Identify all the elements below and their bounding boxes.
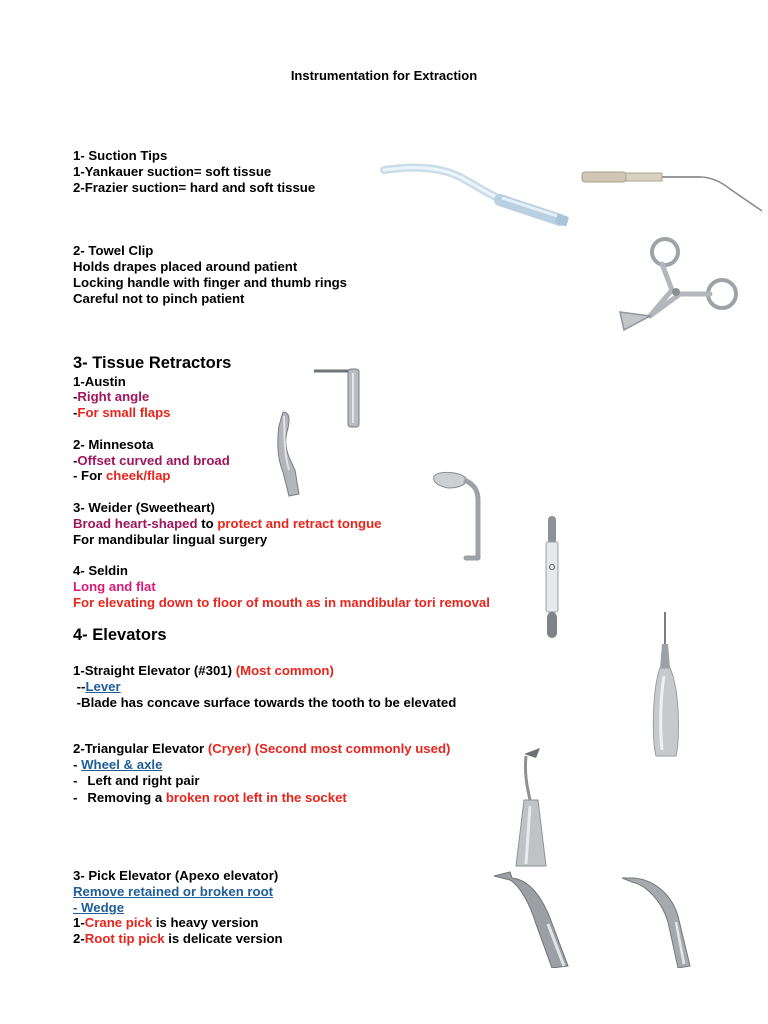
pick-elevator-point-4: 2-Root tip pick is delicate version [73, 931, 283, 946]
towel-clip-heading: 2- Towel Clip [73, 243, 154, 258]
triangular-elevator-name: 2-Triangular Elevator (Cryer) (Second most commonly used) [73, 741, 451, 756]
triangular-elevator-point-1: - Wheel & axle [73, 757, 163, 772]
seldin-retractor-image [540, 514, 564, 640]
retractors-heading: 3- Tissue Retractors [73, 354, 232, 372]
minnesota-point-2: - For cheek/flap [73, 468, 171, 483]
elevators-heading: 4- Elevators [73, 626, 167, 644]
straight-elevator-point-2: -Blade has concave surface towards the tooth to be elevated [73, 695, 457, 710]
seldin-name: 4- Seldin [73, 563, 128, 578]
triangular-elevator-image [510, 746, 556, 868]
austin-point-2: -For small flaps [73, 405, 171, 420]
minnesota-point-1: -Offset curved and broad [73, 453, 230, 468]
straight-elevator-image [648, 610, 684, 760]
towel-clip-line-2: Locking handle with finger and thumb rings [73, 275, 348, 290]
minnesota-name: 2- Minnesota [73, 437, 154, 452]
austin-point-1: -Right angle [73, 389, 150, 404]
straight-elevator-name: 1-Straight Elevator (#301) (Most common) [73, 663, 334, 678]
towel-clip-line-3: Careful not to pinch patient [73, 291, 245, 306]
triangular-elevator-point-2: - Left and right pair [73, 773, 200, 788]
austin-retractor-image [312, 367, 362, 429]
suction-line-1: 1-Yankauer suction= soft tissue [73, 164, 272, 179]
weider-retractor-image [430, 470, 486, 564]
pick-elevator-point-3: 1-Crane pick is heavy version [73, 915, 259, 930]
suction-line-2: 2-Frazier suction= hard and soft tissue [73, 180, 316, 195]
root-tip-pick-image [620, 872, 716, 968]
seldin-point-2: For elevating down to floor of mouth as in mandibular tori removal [73, 595, 490, 610]
triangular-elevator-point-3: - Removing a broken root left in the socket [73, 790, 347, 805]
weider-point-2: For mandibular lingual surgery [73, 532, 268, 547]
svg-text:O: O [548, 563, 556, 572]
weider-name: 3- Weider (Sweetheart) [73, 500, 215, 515]
pick-elevator-name: 3- Pick Elevator (Apexo elevator) [73, 868, 279, 883]
frazier-suction-image [580, 165, 765, 215]
austin-name: 1-Austin [73, 374, 126, 389]
straight-elevator-point-1: --Lever [73, 679, 121, 694]
towel-clip-line-1: Holds drapes placed around patient [73, 259, 298, 274]
yankauer-suction-image [380, 160, 575, 228]
seldin-point-1: Long and flat [73, 579, 156, 594]
pick-elevator-point-1: Remove retained or broken root [73, 884, 274, 899]
towel-clip-image [610, 234, 745, 334]
weider-point-1: Broad heart-shaped to protect and retract tongue [73, 516, 382, 531]
crane-pick-image [490, 868, 590, 968]
page-title: Instrumentation for Extraction [290, 68, 478, 83]
suction-heading: 1- Suction Tips [73, 148, 168, 163]
pick-elevator-point-2: - Wedge [73, 900, 125, 915]
minnesota-retractor-image [275, 410, 305, 498]
